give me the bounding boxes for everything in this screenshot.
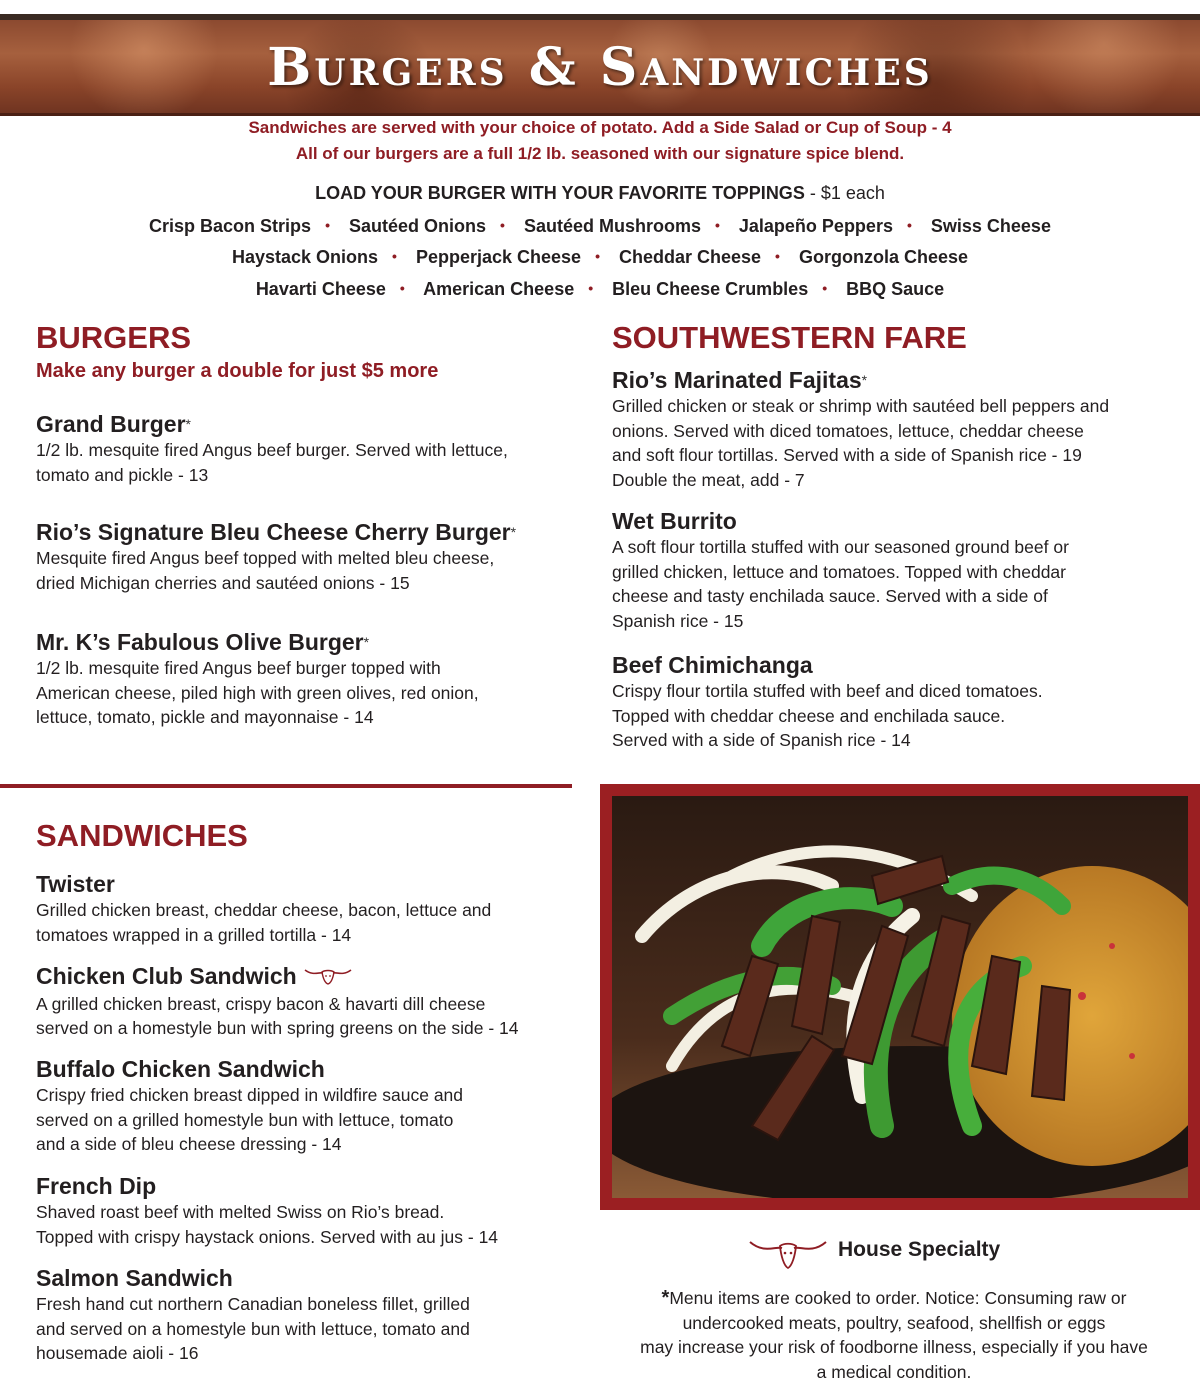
topping-item: Sautéed Mushrooms [523, 216, 701, 236]
topping-item: Pepperjack Cheese [415, 247, 582, 267]
topping-item: Sautéed Onions [348, 216, 487, 236]
intro-line-1: Sandwiches are served with your choice of potato. Add a Side Salad or Cup of Soup - 4 [248, 118, 952, 137]
item-description-line: onions. Served with diced tomatoes, lettuce, cheddar cheese [612, 420, 1084, 441]
menu-item-buffalo-chicken [36, 1055, 596, 1157]
item-description-line: Fresh hand cut northern Canadian boneless fillet, grilled [36, 1294, 470, 1314]
menu-item-wet-burrito [612, 507, 1192, 633]
section-divider [0, 784, 572, 788]
burgers-heading: BURGERS [36, 320, 192, 355]
menu-item-olive-burger [36, 628, 576, 730]
notice-line: a medical condition. [816, 1361, 972, 1382]
item-description-line: American cheese, piled high with green olives, red onion, [36, 682, 479, 703]
item-description-line: tomato and pickle - 13 [36, 464, 209, 485]
topping-item: Bleu Cheese Crumbles [612, 279, 809, 299]
topping-item: Cheddar Cheese [618, 247, 762, 267]
item-name: French Dip [36, 1173, 157, 1199]
topping-item: Crisp Bacon Strips [149, 216, 312, 236]
food-safety-notice [600, 1286, 1188, 1384]
separator-dot: • [714, 217, 720, 233]
toppings-heading: LOAD YOUR BURGER WITH YOUR FAVORITE TOPPINGS [315, 183, 805, 203]
topping-item: Havarti Cheese [255, 279, 386, 299]
item-description-line: and served on a homestyle bun with lettuce, tomato and [36, 1318, 470, 1339]
fajitas-photo [612, 796, 1188, 1198]
item-name: Salmon Sandwich [36, 1265, 233, 1291]
item-description-line: 1/2 lb. mesquite fired Angus beef burger topped with [36, 658, 441, 678]
item-description-line: Crispy fried chicken breast dipped in wildfire sauce and [36, 1085, 464, 1105]
item-description-line: and soft flour tortillas. Served with a side of Spanish rice - 19 [612, 445, 1082, 465]
item-description-line: A grilled chicken breast, crispy bacon & havarti dill cheese [36, 993, 486, 1014]
toppings-heading-line [0, 183, 1200, 204]
house-specialty-star: * [861, 372, 868, 388]
header-banner [0, 14, 1200, 116]
item-name: Buffalo Chicken Sandwich [36, 1056, 325, 1082]
menu-item-beef-chimichanga [612, 651, 1192, 753]
topping-item: Jalapeño Peppers [738, 216, 893, 236]
item-description-line: Shaved roast beef with melted Swiss on Rio’s bread. [36, 1202, 445, 1222]
notice-line: *Menu items are cooked to order. Notice: Consuming raw or [661, 1287, 1127, 1309]
item-description-line: A soft flour tortilla stuffed with our seasoned ground beef or [612, 537, 1069, 557]
item-description-line: Grilled chicken breast, cheddar cheese, bacon, lettuce and [36, 900, 492, 920]
item-description-line: 1/2 lb. mesquite fired Angus beef burger. Served with lettuce, [36, 440, 508, 460]
topping-item: BBQ Sauce [846, 279, 945, 299]
sandwiches-heading: SANDWICHES [36, 818, 248, 853]
topping-item: Haystack Onions [231, 247, 379, 267]
separator-dot: • [392, 248, 397, 264]
topping-item: Gorgonzola Cheese [798, 247, 968, 267]
house-specialty-label: House Specialty [838, 1238, 1001, 1261]
item-name: Rio’s Marinated Fajitas* [612, 367, 868, 393]
menu-item-salmon-sandwich [36, 1264, 596, 1366]
item-name: Rio’s Signature Bleu Cheese Cherry Burger* [36, 519, 517, 545]
toppings-price: - $1 each [804, 183, 885, 203]
item-description-line: Grilled chicken or steak or shrimp with sautéed bell peppers and [612, 396, 1110, 416]
menu-item-bleu-cheese-cherry-burger [36, 518, 576, 595]
house-specialty-star: * [363, 634, 370, 650]
item-description-line: Crispy flour tortila stuffed with beef and diced tomatoes. [612, 681, 1043, 701]
menu-item-twister [36, 870, 596, 947]
separator-dot: • [595, 248, 600, 264]
toppings-row-1 [0, 216, 1200, 237]
separator-dot: • [399, 280, 405, 296]
item-description-line: and a side of bleu cheese dressing - 14 [36, 1134, 342, 1154]
item-description-line: Double the meat, add - 7 [612, 469, 805, 490]
menu-item-fajitas [612, 366, 1192, 492]
page-title: Burgers & Sandwiches [267, 37, 933, 98]
fajitas-photo-frame [600, 784, 1200, 1210]
separator-dot: • [500, 217, 505, 233]
toppings-row-3 [0, 279, 1200, 300]
item-description-line: housemade aioli - 16 [36, 1343, 199, 1363]
separator-dot: • [588, 280, 594, 296]
item-description-line: dried Michigan cherries and sautéed onions - 15 [36, 572, 410, 593]
item-description-line: Spanish rice - 15 [612, 610, 744, 631]
separator-dot: • [775, 248, 780, 264]
item-description-line: cheese and tasty enchilada sauce. Served with a side of [612, 586, 1048, 606]
toppings-row-2 [0, 247, 1200, 268]
item-name: Mr. K’s Fabulous Olive Burger* [36, 629, 370, 655]
notice-line: may increase your risk of foodborne illness, especially if you have [640, 1337, 1148, 1357]
separator-dot: • [906, 217, 912, 233]
house-specialty-star: * [185, 416, 191, 432]
house-specialty-legend [748, 1232, 1048, 1272]
item-description-line: lettuce, tomato, pickle and mayonnaise - 14 [36, 707, 374, 727]
topping-item: American Cheese [423, 279, 575, 299]
item-description-line: Topped with crispy haystack onions. Served with au jus - 14 [36, 1226, 499, 1247]
item-description-line: grilled chicken, lettuce and tomatoes. Topped with cheddar [612, 561, 1066, 582]
item-description-line: served on a grilled homestyle bun with lettuce, tomato [36, 1109, 454, 1130]
item-description-line: tomatoes wrapped in a grilled tortilla - 14 [36, 924, 352, 945]
item-description-line: Mesquite fired Angus beef topped with melted bleu cheese, [36, 548, 495, 568]
item-name: Twister [36, 871, 115, 897]
item-name: Chicken Club Sandwich [36, 962, 596, 992]
southwestern-heading: SOUTHWESTERN FARE [612, 320, 967, 355]
longhorn-icon [303, 964, 353, 992]
notice-asterisk: * [661, 1287, 670, 1309]
separator-dot: • [822, 280, 828, 296]
intro-line-2: All of our burgers are a full 1/2 lb. seasoned with our signature spice blend. [295, 144, 905, 163]
burgers-subheading: Make any burger a double for just $5 more [36, 360, 439, 382]
menu-item-french-dip [36, 1172, 596, 1249]
item-name: Wet Burrito [612, 508, 737, 534]
item-name: Grand Burger* [36, 411, 191, 437]
item-description-line: Topped with cheddar cheese and enchilada sauce. [612, 705, 1006, 726]
topping-item: Swiss Cheese [930, 216, 1051, 236]
separator-dot: • [325, 217, 330, 233]
item-description-line: served on a homestyle bun with spring greens on the side - 14 [36, 1018, 519, 1039]
item-description-line: Served with a side of Spanish rice - 14 [612, 730, 911, 750]
house-specialty-star: * [510, 524, 517, 540]
menu-item-grand-burger [36, 410, 576, 487]
longhorn-icon [748, 1232, 828, 1272]
menu-item-chicken-club [36, 962, 596, 1041]
notice-line: undercooked meats, poultry, seafood, shellfish or eggs [682, 1312, 1106, 1333]
item-name: Beef Chimichanga [612, 652, 813, 678]
